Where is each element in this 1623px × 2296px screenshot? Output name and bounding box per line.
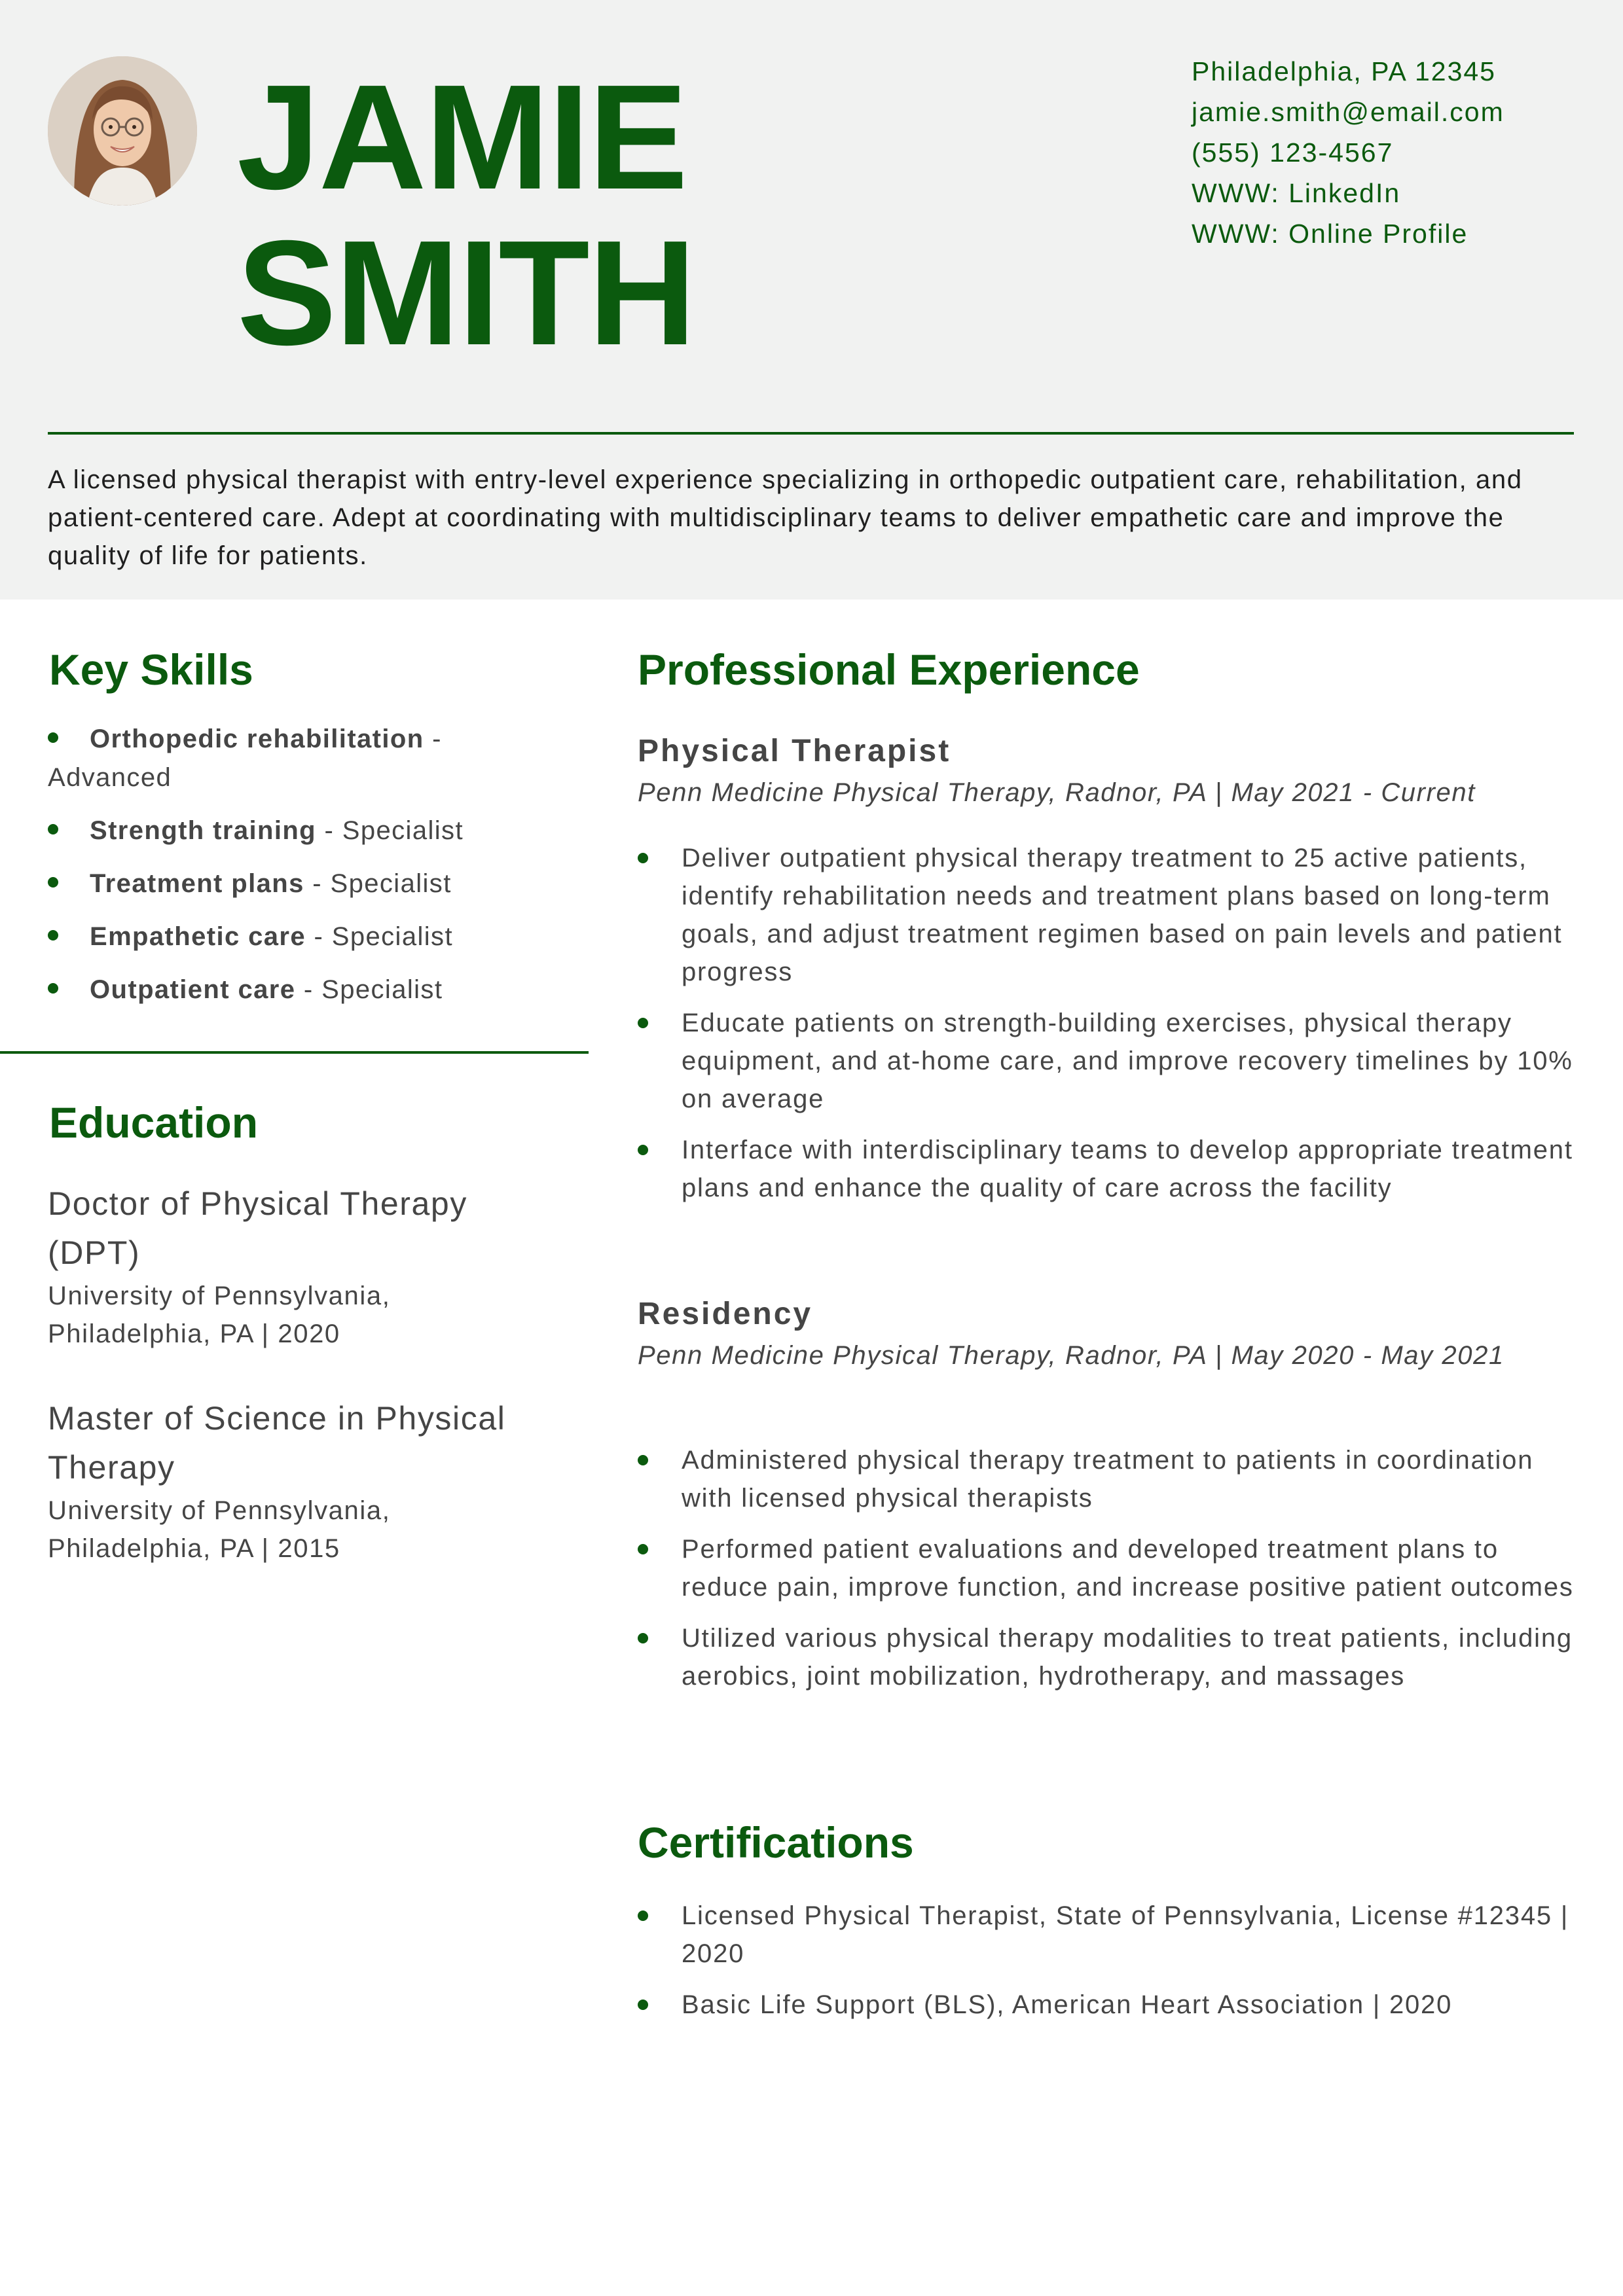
bullet-item: Performed patient evaluations and developed treatment plans to reduce pain, improve function, and increase positive patient outcomes xyxy=(638,1530,1580,1606)
bullet-icon xyxy=(48,877,58,888)
skills-list xyxy=(48,720,545,1024)
skills-divider xyxy=(0,1051,589,1054)
bullet-icon xyxy=(48,732,58,743)
bullet-icon xyxy=(638,1633,648,1643)
skills-heading: Key Skills xyxy=(49,645,253,694)
certifications-heading: Certifications xyxy=(638,1818,914,1867)
education-heading: Education xyxy=(49,1098,259,1147)
job-meta: Penn Medicine Physical Therapy, Radnor, PA | May 2021 - Current xyxy=(638,778,1476,807)
bullet-icon xyxy=(638,1910,648,1921)
bullet-icon xyxy=(638,1544,648,1554)
contact-phone[interactable]: (555) 123-4567 xyxy=(1192,137,1394,168)
bullet-icon xyxy=(638,1018,648,1028)
education-degree: Master of Science in Physical Therapy xyxy=(48,1400,506,1486)
education-school: University of Pennsylvania, Philadelphia, PA | 2015 xyxy=(48,1496,391,1563)
bullet-icon xyxy=(48,983,58,994)
bullet-item: Deliver outpatient physical therapy treatment to 25 active patients, identify rehabilitation needs and treatment plans based on long-term goals, and adjust treatment regimen based on pain levels and patient progress xyxy=(638,839,1580,991)
contact-linkedin[interactable]: WWW: LinkedIn xyxy=(1192,178,1401,208)
bullet-icon xyxy=(48,824,58,834)
name-first: JAMIE xyxy=(237,54,687,221)
certifications-list xyxy=(638,1897,1580,2037)
job-bullets xyxy=(638,1441,1580,1708)
bullet-icon xyxy=(48,930,58,941)
bullet-item: Interface with interdisciplinary teams to develop appropriate treatment plans and enhance the quality of care across the facility xyxy=(638,1131,1580,1207)
bullet-icon xyxy=(638,853,648,863)
job-meta: Penn Medicine Physical Therapy, Radnor, PA | May 2020 - May 2021 xyxy=(638,1341,1504,1370)
skill-item: Strength training - Specialist xyxy=(48,812,545,850)
experience-heading: Professional Experience xyxy=(638,645,1140,694)
job-title: Physical Therapist xyxy=(638,734,951,768)
profile-photo-image xyxy=(48,56,197,206)
certification-item: Basic Life Support (BLS), American Heart Association | 2020 xyxy=(638,1986,1580,2024)
education-degree: Doctor of Physical Therapy (DPT) xyxy=(48,1185,467,1271)
education-school: University of Pennsylvania, Philadelphia, PA | 2020 xyxy=(48,1282,391,1348)
skill-item: Treatment plans - Specialist xyxy=(48,865,545,903)
job-title: Residency xyxy=(638,1297,813,1331)
bullet-item: Administered physical therapy treatment to patients in coordination with licensed physical therapists xyxy=(638,1441,1580,1517)
skill-item: Outpatient care - Specialist xyxy=(48,971,545,1009)
bullet-icon xyxy=(638,1145,648,1155)
certification-item: Licensed Physical Therapist, State of Pennsylvania, License #12345 | 2020 xyxy=(638,1897,1580,1973)
contact-location: Philadelphia, PA 12345 xyxy=(1192,56,1496,86)
job-bullets xyxy=(638,839,1580,1220)
name-last: SMITH xyxy=(237,210,695,376)
profile-photo xyxy=(48,56,197,206)
header-divider xyxy=(48,432,1574,435)
skill-item: Orthopedic rehabilitation - Advanced xyxy=(48,725,442,792)
contact-email[interactable]: jamie.smith@email.com xyxy=(1192,97,1504,127)
profile-summary: A licensed physical therapist with entry-level experience specializing in orthopedic outpatient care, rehabilitation, and patient-centered care. Adept at coordinating with multidisciplinary teams to deliver empathetic care and improve the quality of life for patients. xyxy=(48,465,1523,570)
contact-block xyxy=(1192,51,1597,254)
skill-item: Empathetic care - Specialist xyxy=(48,918,545,956)
bullet-icon xyxy=(638,2000,648,2010)
contact-online-profile[interactable]: WWW: Online Profile xyxy=(1192,219,1468,249)
bullet-item: Utilized various physical therapy modalities to treat patients, including aerobics, joint mobilization, hydrotherapy, and massages xyxy=(638,1619,1580,1695)
bullet-icon xyxy=(638,1455,648,1465)
bullet-item: Educate patients on strength-building exercises, physical therapy equipment, and at-home care, and improve recovery timelines by 10% on average xyxy=(638,1004,1580,1118)
